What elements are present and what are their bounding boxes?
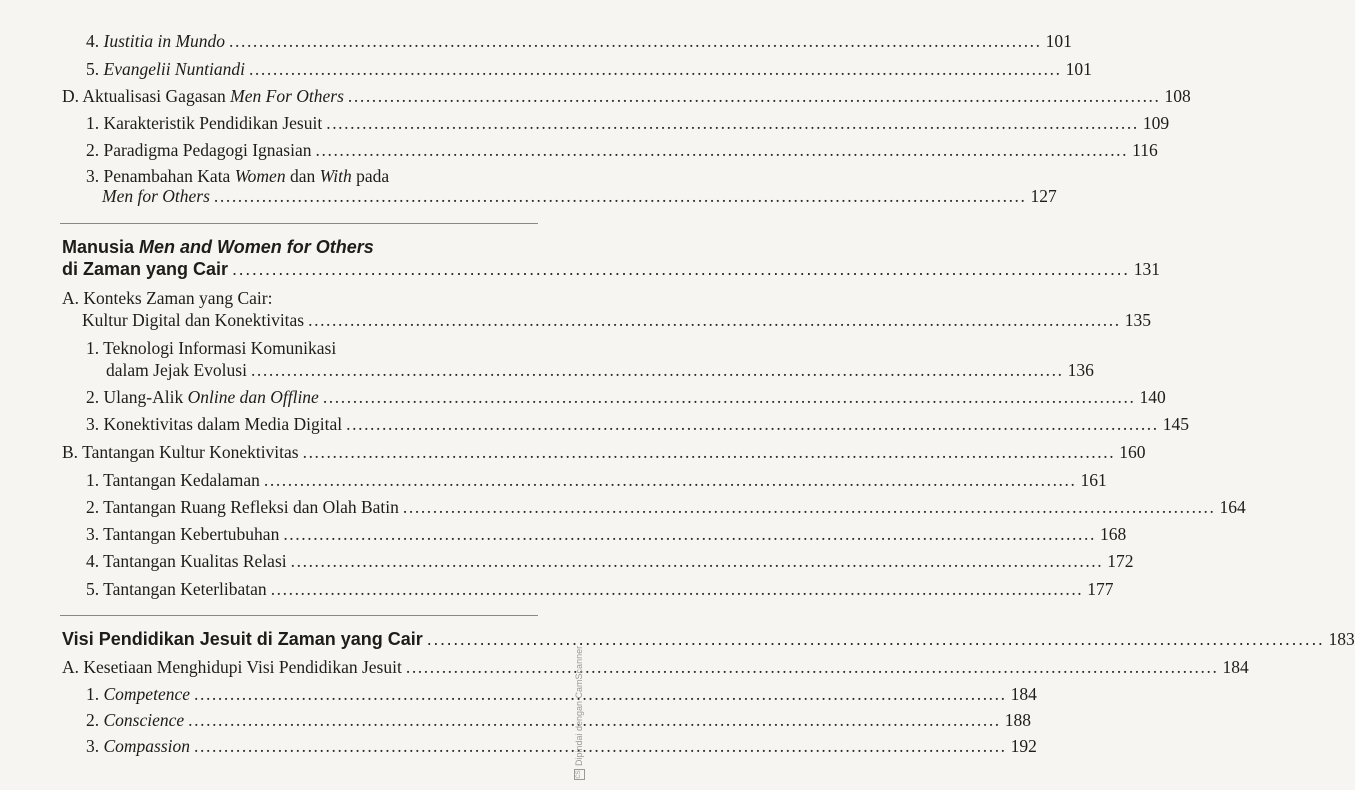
page-number: 177: [1087, 579, 1114, 599]
toc-entry-konteks-cont: Kultur Digital dan Konektivitas ........................................................................................................................................ 135: [82, 310, 1151, 330]
page-number: 192: [1010, 736, 1037, 756]
page-number: 136: [1067, 360, 1094, 380]
page-number: 172: [1107, 551, 1134, 571]
toc-entry-kesetiaan: A. Kesetiaan Menghidupi Visi Pendidikan Jesuit ........................................................................................................................................ 184: [62, 657, 1249, 677]
toc-entry-kedalaman: 1. Tantangan Kedalaman ........................................................................................................................................ 161: [86, 470, 1107, 490]
page-number: 183: [1328, 629, 1355, 649]
chapter-title-manusia: Manusia Men and Women for Others: [62, 237, 374, 257]
toc-entry-teknologi: 1. Teknologi Informasi Komunikasi: [86, 338, 337, 358]
toc-entry-teknologi-cont: dalam Jejak Evolusi ........................................................................................................................................ 136: [106, 360, 1094, 380]
page-number: 101: [1045, 31, 1072, 51]
page-number: 164: [1219, 497, 1246, 517]
page-number: 135: [1124, 310, 1151, 330]
page-number: 127: [1030, 186, 1057, 206]
chapter-entry-zaman-cair: di Zaman yang Cair ........................................................................................................................................ 131: [62, 259, 1161, 279]
page-number: 168: [1099, 524, 1127, 544]
toc-entry-paradigma: 2. Paradigma Pedagogi Ignasian ........................................................................................................................................ 116: [86, 140, 1158, 160]
toc-entry-kebertubuhan: 3. Tantangan Kebertubuhan ........................................................................................................................................ 168: [86, 524, 1127, 544]
page-number: 145: [1162, 414, 1189, 434]
page-number: 188: [1004, 710, 1032, 730]
chapter-divider: [60, 223, 538, 224]
toc-entry-penambahan: 3. Penambahan Kata Women dan With pada: [86, 166, 390, 186]
page-number: 116: [1132, 140, 1158, 160]
toc-entry-conscience: 2. Conscience ........................................................................................................................................ 188: [86, 710, 1032, 730]
toc-entry-aktualisasi: D. Aktualisasi Gagasan Men For Others ........................................................................................................................................ 108: [62, 86, 1191, 106]
camscanner-logo-icon: CS: [574, 769, 585, 780]
page-number: 131: [1133, 259, 1161, 279]
toc-entry-evangelii: 5. Evangelii Nuntiandi ........................................................................................................................................ 101: [86, 59, 1092, 79]
toc-entry-keterlibatan: 5. Tantangan Keterlibatan ........................................................................................................................................ 177: [86, 579, 1114, 599]
toc-entry-iustitia: 4. Iustitia in Mundo ........................................................................................................................................ 101: [86, 31, 1072, 51]
toc-entry-competence: 1. Competence ........................................................................................................................................ 184: [86, 684, 1037, 704]
page-number: 109: [1142, 113, 1170, 133]
page-number: 101: [1065, 59, 1092, 79]
toc-entry-compassion: 3. Compassion ........................................................................................................................................ 192: [86, 736, 1037, 756]
toc-entry-karakteristik: 1. Karakteristik Pendidikan Jesuit ........................................................................................................................................ 109: [86, 113, 1170, 133]
page-number: 108: [1164, 86, 1191, 106]
camscanner-watermark: CSDipindai dengan CamScanner: [574, 645, 584, 779]
toc-entry-penambahan-cont: Men for Others ........................................................................................................................................ 127: [102, 186, 1057, 206]
page-number: 161: [1080, 470, 1107, 490]
chapter-divider: [60, 615, 538, 616]
page-number: 160: [1119, 442, 1146, 462]
toc-entry-konteks: A. Konteks Zaman yang Cair:: [62, 288, 273, 308]
toc-entry-kualitas-relasi: 4. Tantangan Kualitas Relasi ........................................................................................................................................ 172: [86, 551, 1134, 571]
toc-entry-ulang-alik: 2. Ulang-Alik Online dan Offline ........................................................................................................................................ 140: [86, 387, 1166, 407]
chapter-entry-visi: Visi Pendidikan Jesuit di Zaman yang Cair ........................................................................................................................................ 183: [62, 629, 1355, 649]
toc-entry-refleksi: 2. Tantangan Ruang Refleksi dan Olah Batin ........................................................................................................................................ 164: [86, 497, 1246, 517]
page-number: 184: [1010, 684, 1037, 704]
toc-entry-tantangan-kultur: B. Tantangan Kultur Konektivitas ........................................................................................................................................ 160: [62, 442, 1146, 462]
page-number: 184: [1222, 657, 1249, 677]
toc-entry-konektivitas-media: 3. Konektivitas dalam Media Digital ........................................................................................................................................ 145: [86, 414, 1189, 434]
page-number: 140: [1139, 387, 1166, 407]
